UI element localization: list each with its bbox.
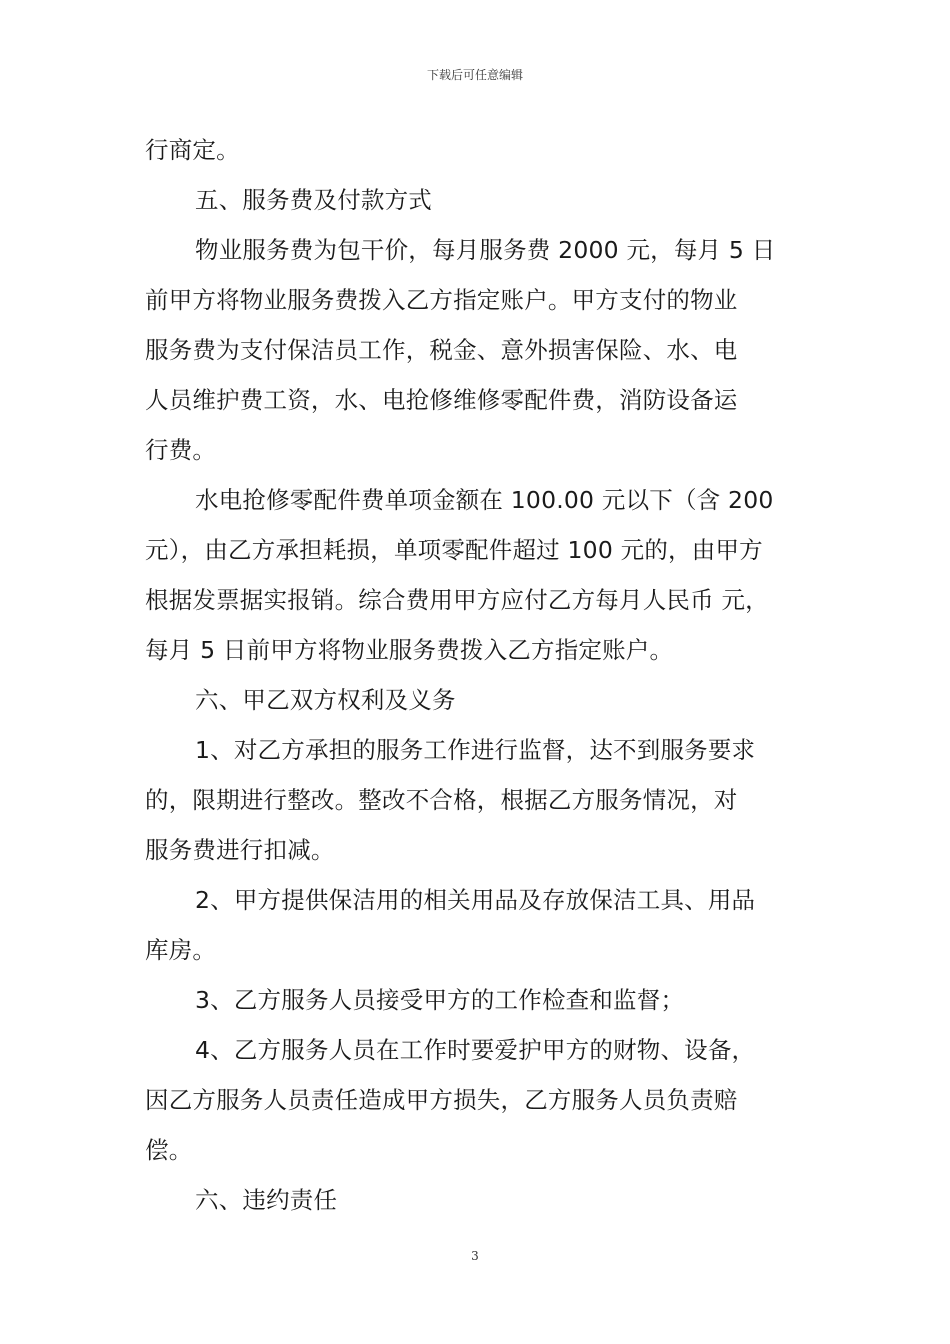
section-heading-rights-obligations: 六、甲乙双方权利及义务	[195, 686, 456, 714]
text-line: 物业服务费为包干价，每月服务费 2000 元，每月 5 日	[195, 236, 776, 264]
text-line: 服务费为支付保洁员工作，税金、意外损害保险、水、电	[145, 336, 738, 364]
text-line: 因乙方服务人员责任造成甲方损失，乙方服务人员负责赔	[145, 1086, 738, 1114]
text-line: 行商定。	[145, 136, 240, 164]
text-line: 的，限期进行整改。整改不合格，根据乙方服务情况，对	[145, 786, 738, 814]
text-line: 偿。	[145, 1136, 193, 1164]
text-line: 行费。	[145, 436, 217, 464]
text-line: 前甲方将物业服务费拨入乙方指定账户。甲方支付的物业	[145, 286, 738, 314]
body-text	[145, 125, 805, 1225]
page-number: 3	[471, 1249, 479, 1263]
page-header: 下载后可任意编辑	[426, 68, 523, 82]
text-line: 人员维护费工资，水、电抢修维修零配件费，消防设备运	[145, 386, 738, 414]
text-line: 根据发票据实报销。综合费用甲方应付乙方每月人民币 元，	[145, 586, 769, 614]
section-heading-service-fee: 五、服务费及付款方式	[195, 186, 432, 214]
document-body	[145, 125, 805, 1225]
text-line: 库房。	[145, 936, 217, 964]
text-line: 4、乙方服务人员在工作时要爱护甲方的财物、设备，	[195, 1036, 756, 1064]
text-line: 每月 5 日前甲方将物业服务费拨入乙方指定账户。	[145, 636, 674, 664]
text-line: 水电抢修零配件费单项金额在 100.00 元以下（含 200	[195, 486, 774, 514]
text-line: 元），由乙方承担耗损，单项零配件超过 100 元的，由甲方	[145, 536, 763, 564]
text-line: 服务费进行扣减。	[145, 836, 335, 864]
text-line: 3、乙方服务人员接受甲方的工作检查和监督；	[195, 986, 685, 1014]
section-heading-breach-liability: 六、违约责任	[195, 1186, 338, 1214]
text-line: 2、甲方提供保洁用的相关用品及存放保洁工具、用品	[195, 886, 756, 914]
text-line: 1、对乙方承担的服务工作进行监督，达不到服务要求	[195, 736, 756, 764]
